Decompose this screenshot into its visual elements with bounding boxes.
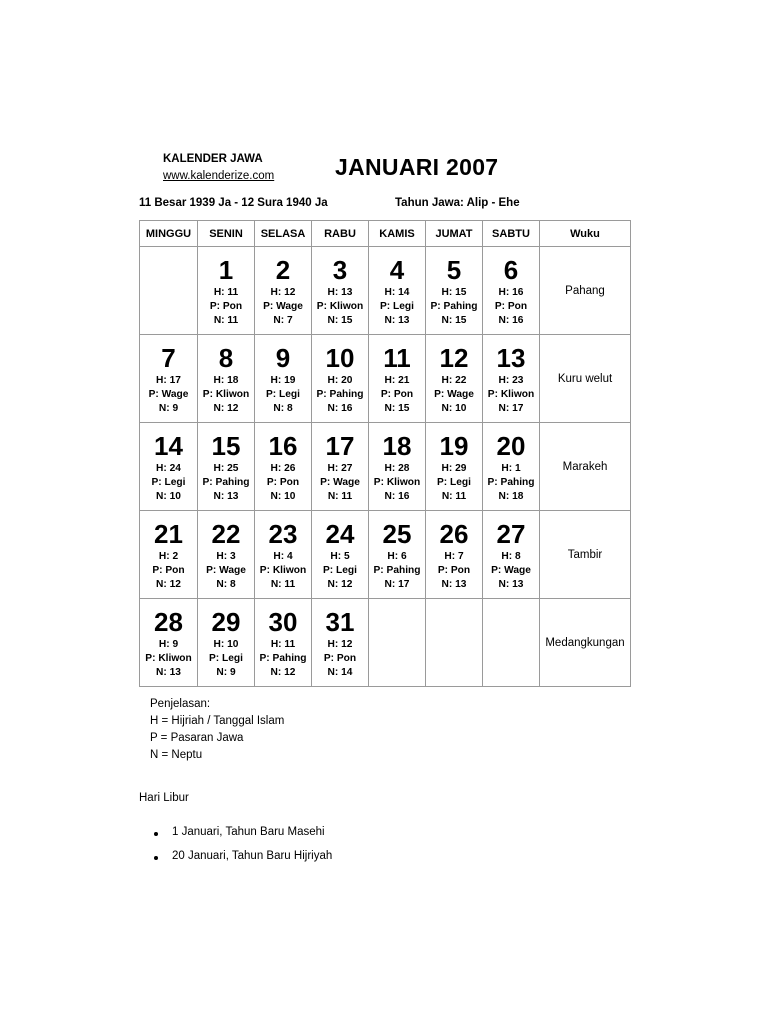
hijri-date: H: 14: [384, 287, 410, 298]
holiday-title: Hari Libur: [139, 792, 189, 804]
pasaran: P: Legi: [380, 301, 414, 313]
neptu: N: 14: [327, 667, 353, 679]
pasaran: P: Kliwon: [373, 477, 421, 489]
day-number: 17: [325, 431, 355, 461]
day-number: 18: [382, 431, 412, 461]
neptu: N: 10: [156, 491, 181, 503]
legend-line-h: H = Hijriah / Tanggal Islam: [150, 715, 285, 727]
day-number: 25: [382, 519, 412, 549]
neptu: N: 8: [216, 579, 236, 591]
empty-day-cell: [369, 599, 426, 687]
day-cell: [198, 599, 255, 687]
pasaran: P: Pahing: [202, 477, 250, 489]
hijri-date: H: 10: [213, 639, 239, 650]
hijri-date: H: 12: [327, 639, 353, 650]
day-cell: [426, 511, 483, 599]
day-cell: [312, 335, 369, 423]
day-number: 15: [211, 431, 241, 461]
hijri-date: H: 5: [330, 551, 350, 562]
day-cell: [369, 511, 426, 599]
day-number: 6: [503, 255, 519, 285]
holiday-text: 1 Januari, Tahun Baru Masehi: [172, 826, 325, 838]
weekday-header: SELASA: [255, 221, 312, 247]
wuku-cell: Medangkungan: [540, 599, 631, 687]
neptu: N: 11: [327, 491, 353, 503]
day-cell: [426, 335, 483, 423]
pasaran: P: Pahing: [487, 477, 535, 489]
day-cell: [312, 511, 369, 599]
neptu: N: 10: [270, 491, 296, 503]
pasaran: P: Legi: [151, 477, 186, 489]
neptu: N: 12: [213, 403, 239, 415]
pasaran: P: Legi: [209, 653, 243, 665]
neptu: N: 13: [441, 579, 467, 591]
legend-title: Penjelasan:: [150, 698, 211, 710]
legend-line-p: P = Pasaran Jawa: [150, 732, 244, 744]
hijri-date: H: 23: [498, 375, 524, 386]
neptu: N: 12: [327, 579, 353, 591]
weekday-header: RABU: [312, 221, 369, 247]
day-cell: [140, 511, 198, 599]
day-number: 13: [496, 343, 526, 373]
day-number: 7: [161, 343, 176, 373]
day-number: 8: [218, 343, 234, 373]
day-number: 9: [275, 343, 291, 373]
day-number: 19: [439, 431, 469, 461]
day-number: 11: [383, 343, 411, 373]
day-cell: [140, 335, 198, 423]
hijri-date: H: 18: [213, 375, 239, 386]
day-cell: [426, 247, 483, 335]
hijri-date: H: 12: [270, 287, 296, 298]
neptu: N: 16: [498, 315, 524, 327]
hijri-date: H: 15: [441, 287, 467, 298]
neptu: N: 11: [213, 315, 239, 327]
day-cell: [483, 247, 540, 335]
week-row: [140, 599, 631, 687]
day-cell: [255, 247, 312, 335]
neptu: N: 13: [156, 667, 181, 679]
hijri-date: H: 29: [441, 463, 467, 474]
hijri-date: H: 19: [270, 375, 296, 386]
legend: [150, 696, 284, 764]
neptu: N: 13: [213, 491, 239, 503]
day-number: 26: [439, 519, 469, 549]
day-number: 1: [218, 255, 234, 285]
day-cell: [312, 599, 369, 687]
hijri-date: H: 4: [273, 551, 293, 562]
weekday-header: Wuku: [540, 221, 631, 247]
neptu: N: 15: [327, 315, 353, 327]
day-number: 29: [211, 607, 241, 637]
hijri-date: H: 8: [501, 551, 521, 562]
week-row: [140, 247, 631, 335]
day-number: 5: [446, 255, 462, 285]
wuku-cell: Tambir: [540, 511, 631, 599]
week-row: [140, 511, 631, 599]
hijri-date: H: 2: [158, 551, 179, 562]
bullet-icon: [154, 856, 158, 860]
weekday-header: MINGGU: [140, 221, 198, 247]
day-number: 23: [268, 519, 298, 549]
week-row: [140, 335, 631, 423]
day-cell: [198, 511, 255, 599]
weekday-header: SABTU: [483, 221, 540, 247]
pasaran: P: Wage: [320, 477, 360, 489]
day-number: 31: [325, 607, 355, 637]
website-link[interactable]: www.kalenderize.com: [163, 170, 275, 182]
pasaran: P: Pon: [437, 565, 471, 577]
pasaran: P: Pon: [209, 301, 243, 313]
wuku-cell: Kuru welut: [540, 335, 631, 423]
day-number: 20: [496, 431, 526, 461]
week-row: [140, 423, 631, 511]
neptu: N: 11: [441, 491, 467, 503]
day-cell: [483, 335, 540, 423]
day-number: 16: [268, 431, 298, 461]
hijri-date: H: 3: [216, 551, 236, 562]
day-cell: [255, 599, 312, 687]
neptu: N: 13: [384, 315, 410, 327]
day-cell: [255, 511, 312, 599]
pasaran: P: Legi: [323, 565, 357, 577]
day-cell: [140, 423, 198, 511]
holiday-list: [150, 826, 332, 874]
pasaran: P: Pahing: [316, 389, 364, 401]
hijri-date: H: 16: [498, 287, 524, 298]
hijri-date: H: 22: [441, 375, 467, 386]
pasaran: P: Wage: [263, 301, 303, 313]
jawa-date-range: 11 Besar 1939 Ja - 12 Sura 1940 Ja: [139, 197, 328, 209]
day-cell: [312, 423, 369, 511]
pasaran: P: Kliwon: [202, 389, 250, 401]
weekday-header: SENIN: [198, 221, 255, 247]
day-cell: [369, 423, 426, 511]
day-cell: [198, 423, 255, 511]
empty-day-cell: [426, 599, 483, 687]
day-cell: [198, 247, 255, 335]
pasaran: P: Kliwon: [316, 301, 364, 313]
hijri-date: H: 24: [156, 463, 181, 474]
pasaran: P: Kliwon: [145, 653, 192, 665]
neptu: N: 11: [270, 579, 296, 591]
hijri-date: H: 6: [387, 551, 407, 562]
hijri-date: H: 11: [213, 287, 239, 298]
day-number: 2: [275, 255, 291, 285]
neptu: N: 13: [498, 579, 524, 591]
neptu: N: 9: [158, 403, 179, 415]
neptu: N: 16: [384, 491, 410, 503]
hijri-date: H: 13: [327, 287, 353, 298]
day-number: 28: [154, 607, 183, 637]
day-cell: [255, 335, 312, 423]
pasaran: P: Wage: [148, 389, 189, 401]
day-number: 4: [389, 255, 405, 285]
hijri-date: H: 11: [270, 639, 296, 650]
day-number: 3: [332, 255, 348, 285]
neptu: N: 9: [216, 667, 236, 679]
neptu: N: 10: [441, 403, 467, 415]
neptu: N: 15: [441, 315, 467, 327]
pasaran: P: Kliwon: [259, 565, 307, 577]
hijri-date: H: 26: [270, 463, 296, 474]
pasaran: P: Legi: [266, 389, 300, 401]
pasaran: P: Pon: [494, 301, 528, 313]
pasaran: P: Pon: [266, 477, 300, 489]
pasaran: P: Wage: [434, 389, 474, 401]
day-cell: [198, 335, 255, 423]
neptu: N: 17: [498, 403, 524, 415]
brand-title: KALENDER JAWA: [163, 153, 263, 165]
day-cell: [140, 599, 198, 687]
day-number: 30: [268, 607, 298, 637]
weekday-header: JUMAT: [426, 221, 483, 247]
hijri-date: H: 7: [444, 551, 464, 562]
day-cell: [255, 423, 312, 511]
weekday-header: KAMIS: [369, 221, 426, 247]
day-cell: [369, 335, 426, 423]
pasaran: P: Pahing: [430, 301, 478, 313]
neptu: N: 17: [384, 579, 410, 591]
day-number: 22: [211, 519, 241, 549]
pasaran: P: Pahing: [259, 653, 307, 665]
day-number: 14: [154, 431, 183, 461]
empty-day-cell: [140, 247, 198, 335]
hijri-date: H: 27: [327, 463, 353, 474]
pasaran: P: Pon: [380, 389, 414, 401]
day-cell: [483, 423, 540, 511]
pasaran: P: Legi: [437, 477, 471, 489]
holiday-item: [150, 850, 332, 874]
wuku-cell: Pahang: [540, 247, 631, 335]
legend-line-n: N = Neptu: [150, 749, 203, 761]
day-number: 27: [496, 519, 526, 549]
neptu: N: 15: [384, 403, 410, 415]
weekday-header-row: [140, 221, 631, 247]
day-number: 12: [439, 343, 469, 373]
neptu: N: 18: [498, 491, 524, 503]
neptu: N: 16: [327, 403, 353, 415]
holiday-item: [150, 826, 332, 850]
hijri-date: H: 20: [327, 375, 353, 386]
tahun-jawa: Tahun Jawa: Alip - Ehe: [395, 197, 520, 209]
hijri-date: H: 9: [158, 639, 179, 650]
neptu: N: 8: [273, 403, 293, 415]
hijri-date: H: 25: [213, 463, 239, 474]
hijri-date: H: 17: [156, 375, 181, 386]
neptu: N: 12: [270, 667, 296, 679]
holiday-text: 20 Januari, Tahun Baru Hijriyah: [172, 850, 333, 862]
empty-day-cell: [483, 599, 540, 687]
hijri-date: H: 21: [384, 375, 410, 386]
pasaran: P: Wage: [491, 565, 531, 577]
day-number: 24: [325, 519, 355, 549]
day-cell: [426, 423, 483, 511]
day-cell: [483, 511, 540, 599]
pasaran: P: Pon: [152, 565, 185, 577]
neptu: N: 12: [156, 579, 181, 591]
day-number: 10: [325, 343, 355, 373]
hijri-date: H: 1: [501, 463, 521, 474]
day-cell: [312, 247, 369, 335]
wuku-cell: Marakeh: [540, 423, 631, 511]
day-cell: [369, 247, 426, 335]
pasaran: P: Pon: [323, 653, 357, 665]
pasaran: P: Kliwon: [487, 389, 535, 401]
hijri-date: H: 28: [384, 463, 410, 474]
neptu: N: 7: [273, 315, 293, 327]
pasaran: P: Wage: [206, 565, 246, 577]
month-title: JANUARI 2007: [335, 154, 499, 180]
bullet-icon: [154, 832, 158, 836]
pasaran: P: Pahing: [373, 565, 421, 577]
calendar-table: [139, 220, 631, 687]
day-number: 21: [154, 519, 183, 549]
